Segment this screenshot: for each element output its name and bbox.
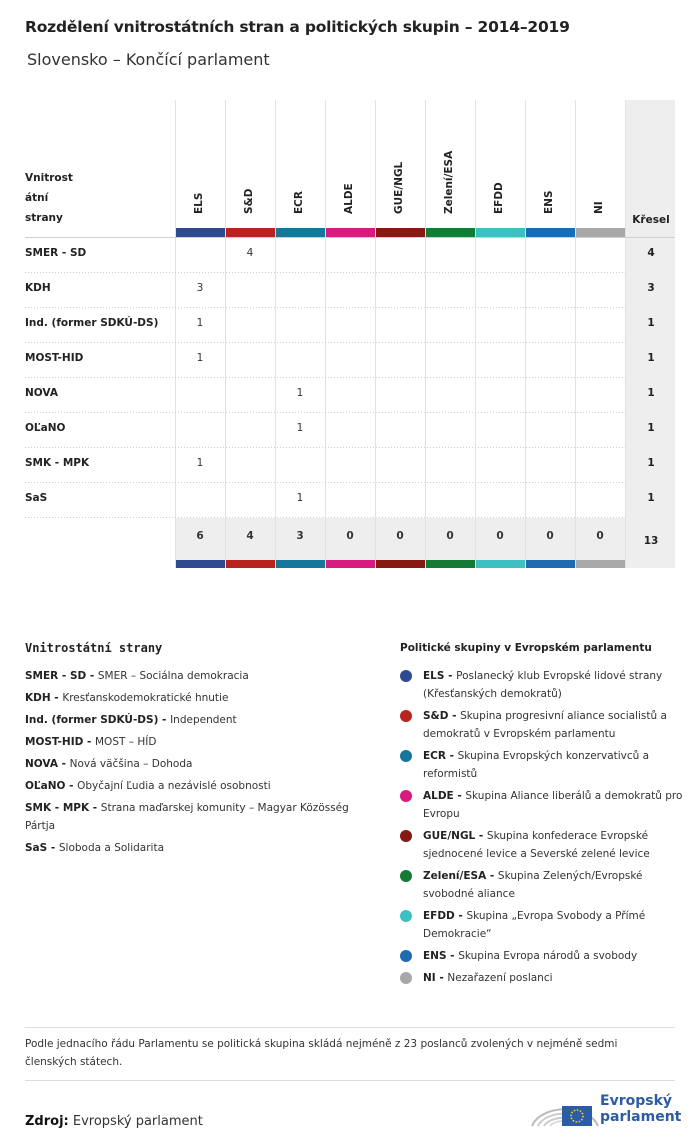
group-legend-item: ELS - Poslanecký klub Evropské lidové strany (Křesťanských demokratů): [423, 667, 683, 703]
group-total-cell: 0: [446, 530, 454, 542]
group-color-bar: [376, 560, 425, 568]
party-seat-total: 1: [647, 317, 655, 329]
source-label: Zdroj:: [25, 1114, 69, 1129]
group-color-bar: [476, 228, 525, 237]
divider: [25, 1027, 675, 1028]
party-row-label: Ind. (former SDKÚ-DS): [25, 317, 159, 329]
group-total-cell: 0: [496, 530, 504, 542]
party-seat-total: 3: [647, 282, 655, 294]
national-legend-item: KDH - Kresťanskodemokratické hnutie: [25, 692, 229, 704]
group-color-bar: [176, 228, 225, 237]
national-parties-header: Vnitrost átní strany: [25, 172, 73, 224]
group-column-header: EFDD: [493, 182, 505, 214]
group-color-bar: [326, 560, 375, 568]
group-column-header: ECR: [293, 191, 305, 214]
national-legend-item: OĽaNO - Obyčajní Ľudia a nezávislé osobnosti: [25, 780, 271, 792]
national-legend-item: SMK - MPK - Strana maďarskej komunity – Magyar Közösség Pártja: [25, 802, 349, 832]
divider: [25, 1080, 675, 1081]
group-color-bar: [526, 560, 575, 568]
group-color-bar: [226, 560, 275, 568]
group-legend-item: S&D - Skupina progresivní aliance socialistů a demokratů v Evropském parlamentu: [423, 707, 683, 743]
national-legend-title: Vnitrostátní strany: [25, 641, 163, 655]
party-seat-total: 1: [647, 422, 655, 434]
seat-count-cell: 1: [296, 422, 304, 434]
national-legend-item: NOVA - Nová väčšina – Dohoda: [25, 758, 193, 770]
national-legend-item: SaS - Sloboda a Solidarita: [25, 842, 165, 854]
group-color-dot: [400, 950, 412, 962]
group-legend-item: ENS - Skupina Evropa národů a svobody: [423, 947, 683, 965]
groups-legend-title: Politické skupiny v Evropském parlamentu: [400, 642, 652, 654]
party-row-label: SMK - MPK: [25, 457, 90, 469]
group-total-cell: 0: [596, 530, 604, 542]
seat-count-cell: 1: [196, 317, 204, 329]
group-color-dot: [400, 972, 412, 984]
seat-count-cell: 4: [246, 247, 254, 259]
group-color-bar: [576, 560, 625, 568]
group-color-bar: [376, 228, 425, 237]
national-legend-item: Ind. (former SDKÚ-DS) - Independent: [25, 714, 237, 726]
group-color-dot: [400, 830, 412, 842]
grand-total-seats: 13: [643, 535, 659, 547]
national-legend-item: MOST-HID - MOST – HÍD: [25, 736, 157, 748]
party-seat-total: 1: [647, 457, 655, 469]
source-line: [25, 1114, 203, 1129]
party-row-label: NOVA: [25, 387, 58, 399]
group-color-dot: [400, 710, 412, 722]
party-seat-total: 1: [647, 492, 655, 504]
group-color-bar: [226, 228, 275, 237]
group-color-bar: [476, 560, 525, 568]
group-color-bar: [276, 560, 325, 568]
source-value: Evropský parlament: [72, 1114, 203, 1129]
page-subtitle: Slovensko – Končící parlament: [27, 50, 270, 69]
group-color-dot: [400, 670, 412, 682]
group-legend-item: Zelení/ESA - Skupina Zelených/Evropské svobodné aliance: [423, 867, 683, 903]
group-color-bar: [276, 228, 325, 237]
party-row-label: MOST-HID: [25, 352, 84, 364]
group-total-cell: 4: [246, 530, 254, 542]
party-row-label: SMER - SD: [25, 247, 87, 259]
group-total-cell: 3: [296, 530, 304, 542]
group-total-cell: 6: [196, 530, 204, 542]
page-title: Rozdělení vnitrostátních stran a politických skupin – 2014–2019: [25, 18, 570, 36]
party-seat-total: 1: [647, 352, 655, 364]
group-legend-item: GUE/NGL - Skupina konfederace Evropské sjednocené levice a Severské zelené levice: [423, 827, 683, 863]
group-legend-item: EFDD - Skupina „Evropa Svobody a Přímé Demokracie“: [423, 907, 683, 943]
group-column-header: GUE/NGL: [393, 161, 405, 214]
group-color-dot: [400, 910, 412, 922]
party-seat-total: 1: [647, 387, 655, 399]
group-column-header: NI: [593, 201, 605, 214]
group-legend-item: ALDE - Skupina Aliance liberálů a demokratů pro Evropu: [423, 787, 683, 823]
group-color-bar: [176, 560, 225, 568]
group-color-dot: [400, 870, 412, 882]
group-total-cell: 0: [396, 530, 404, 542]
party-row-label: KDH: [25, 282, 51, 294]
party-seat-total: 4: [647, 247, 655, 259]
group-color-dot: [400, 790, 412, 802]
group-column-header: ENS: [543, 190, 555, 214]
seat-count-cell: 1: [296, 492, 304, 504]
seat-count-cell: 3: [196, 282, 204, 294]
group-color-bar: [426, 228, 475, 237]
seats-header: Křesel: [632, 214, 670, 226]
group-column-header: ALDE: [343, 183, 355, 214]
group-column-header: Zelení/ESA: [443, 150, 455, 214]
group-column-header: S&D: [243, 188, 255, 214]
party-row-label: OĽaNO: [25, 422, 66, 434]
national-legend-item: SMER - SD - SMER – Sociálna demokracia: [25, 670, 249, 682]
footnote: Podle jednacího řádu Parlamentu se politická skupina skládá nejméně z 23 poslanců zvolených v nejméně sedmi členských státech.: [25, 1038, 618, 1068]
group-legend-item: ECR - Skupina Evropských konzervativců a reformistů: [423, 747, 683, 783]
seat-count-cell: 1: [296, 387, 304, 399]
group-color-bar: [326, 228, 375, 237]
seat-count-cell: 1: [196, 457, 204, 469]
group-color-bar: [426, 560, 475, 568]
group-color-bar: [526, 228, 575, 237]
group-legend-item: NI - Nezařazení poslanci: [423, 969, 683, 987]
party-row-label: SaS: [25, 492, 48, 504]
group-total-cell: 0: [546, 530, 554, 542]
group-total-cell: 0: [346, 530, 354, 542]
logo-text: Evropský parlament: [600, 1093, 682, 1125]
group-color-dot: [400, 750, 412, 762]
group-color-bar: [576, 228, 625, 237]
seat-count-cell: 1: [196, 352, 204, 364]
group-column-header: ELS: [193, 192, 205, 214]
